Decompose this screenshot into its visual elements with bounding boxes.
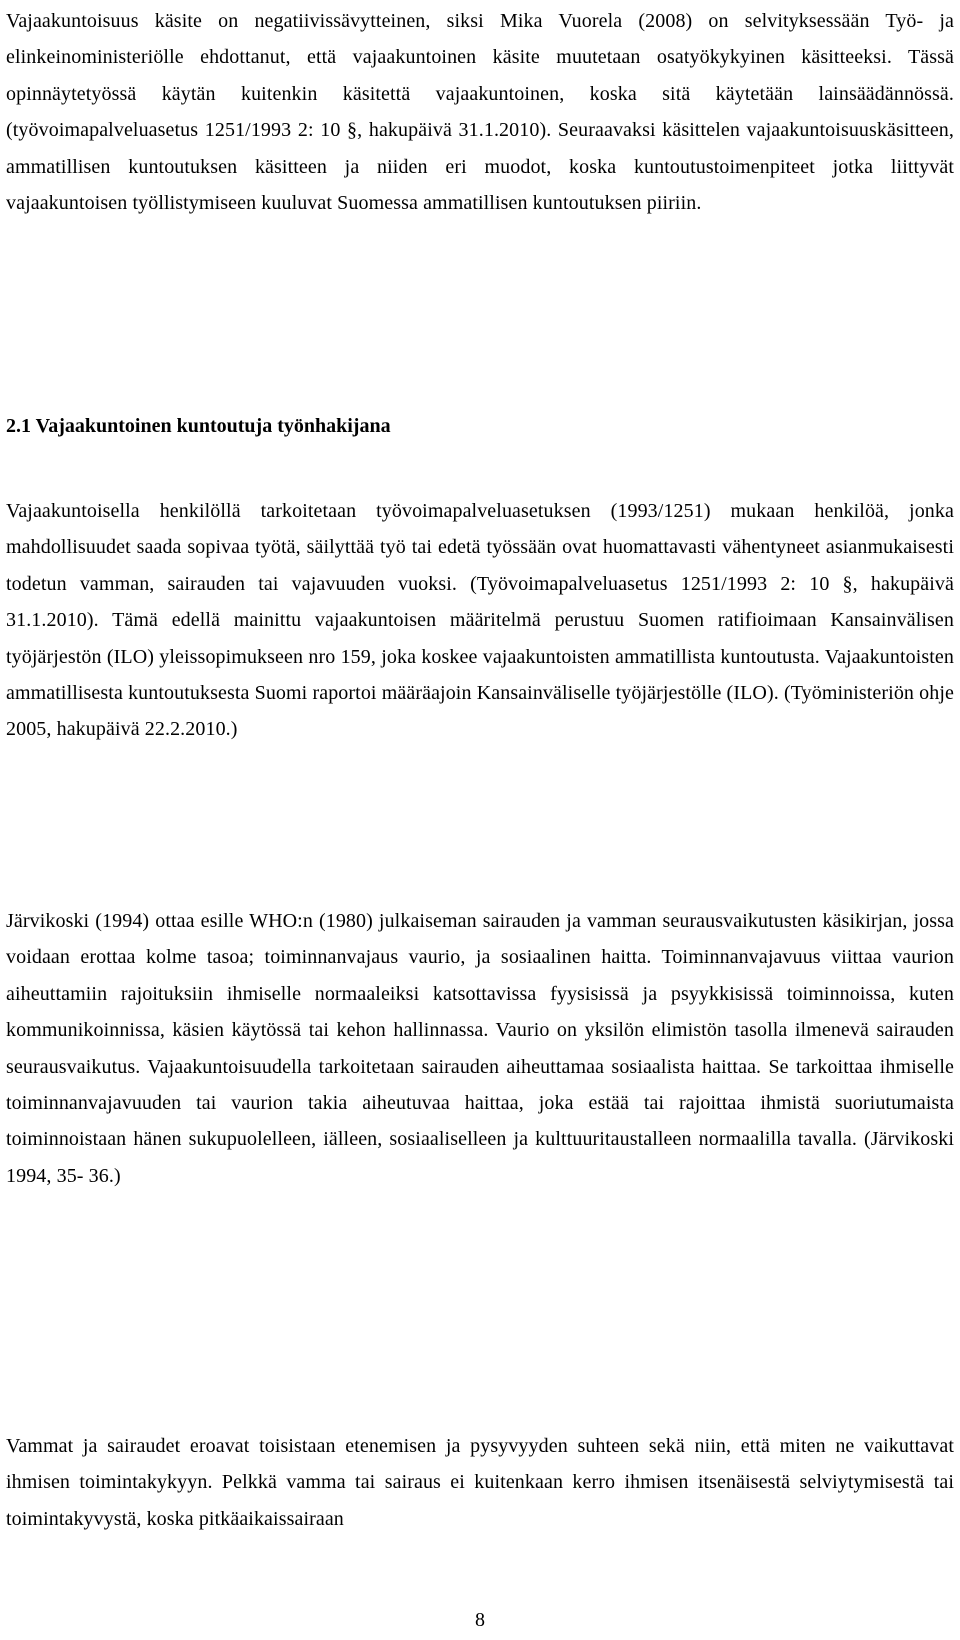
paragraph-intro: Vajaakuntoisuus käsite on negatiivissävytteinen, siksi Mika Vuorela (2008) on selvityksessään Työ- ja elinkeinoministeriölle ehdottanut, että vajaakuntoinen käsite muutetaan osatyökykyinen käsitteeksi. Tässä opinnäytetyössä käytän kuitenkin käsitettä vajaakuntoinen, koska sitä käytetään lainsäädännössä.(työvoimapalveluasetus 1251/1993 2: 10 §, hakupäivä 31.1.2010). Seuraavaksi käsittelen vajaakuntoisuuskäsitteen, ammatillisen kuntoutuksen käsitteen ja niiden eri muodot, koska kuntoutustoimenpiteet jotka liittyvät vajaakuntoisen työllistymiseen kuuluvat Suomessa ammatillisen kuntoutuksen piiriin. — [6, 10, 954, 215]
page-number: 8 — [475, 1609, 485, 1631]
paragraph-jarvikoski: Järvikoski (1994) ottaa esille WHO:n (1980) julkaiseman sairauden ja vamman seurausvaikutusten käsikirjan, jossa voidaan erottaa kolme tasoa; toiminnanvajaus vaurio, ja sosiaalinen haitta. Toiminnanvajavuus viittaa vaurion aiheuttamiin rajoituksiin ihmiselle normaaleiksi katsottavissa fyysisissä ja psyykkisissä toiminnoissa, kuten kommunikoinnissa, käsien käytössä tai kehon hallinnassa. Vaurio on yksilön elimistön tasolla ilmenevä sairauden seurausvaikutus. Vajaakuntoisuudella tarkoitetaan sairauden aiheuttamaa sosiaalista haittaa. Se tarkoittaa ihmiselle toiminnanvajavuuden tai vaurion takia aiheutuvaa haittaa, joka estää tai rajoittaa ihmistä suoriutumaista toiminnoistaan hänen sukupuolelleen, iälleen, sosiaaliselleen ja kulttuuritaustalleen normaalilla tavalla. (Järvikoski 1994, 35- 36.) — [6, 910, 954, 1187]
paragraph-definition: Vajaakuntoisella henkilöllä tarkoitetaan työvoimapalveluasetuksen (1993/1251) mukaan henkilöä, jonka mahdollisuudet saada sopivaa työtä, säilyttää työ tai edetä työssään ovat huomattavasti vähentyneet asianmukaisesti todetun vamman, sairauden tai vajavuuden vuoksi. (Työvoimapalveluasetus 1251/1993 2: 10 §, hakupäivä 31.1.2010). Tämä edellä mainittu vajaakuntoisen määritelmä perustuu Suomen ratifioimaan Kansainvälisen työjärjestön (ILO) yleissopimukseen nro 159, joka koskee vajaakuntoisten ammatillista kuntoutusta. Vajaakuntoisten ammatillisesta kuntoutuksesta Suomi raportoi määräajoin Kansainväliselle työjärjestölle (ILO). (Työministeriön ohje 2005, hakupäivä 22.2.2010.) — [6, 500, 954, 741]
paragraph-injuries: Vammat ja sairaudet eroavat toisistaan etenemisen ja pysyvyyden suhteen sekä niin, että miten ne vaikuttavat ihmisen toimintakykyyn. Pelkkä vamma tai sairaus ei kuitenkaan kerro ihmisen itsenäisestä selviytymisestä tai toimintakyvystä, koska pitkäaikaissairaan — [6, 1435, 954, 1530]
section-heading: 2.1 Vajaakuntoinen kuntoutuja työnhakijana — [6, 415, 391, 437]
